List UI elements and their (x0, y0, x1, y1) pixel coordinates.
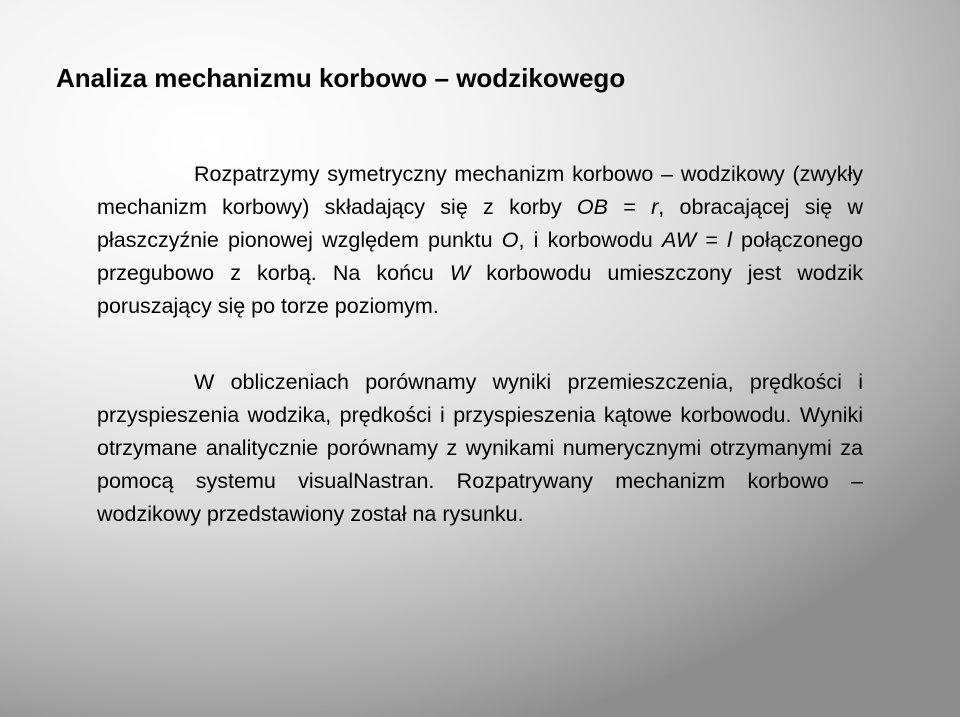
text-run: połączonego przegubowo z korbą. Na końcu (97, 228, 863, 285)
text-run: = (696, 228, 728, 252)
paragraph-1 (97, 158, 863, 323)
text-run: , obracającej się w płaszczyźnie pionowej względem punktu (97, 195, 863, 252)
text-run: korbowodu umieszczony jest wodzik poruszający się po torze poziomym. (97, 261, 864, 318)
math-symbol: OB (576, 195, 608, 219)
text-run: Rozpatrzymy symetryczny mechanizm korbowo – wodzikowy (zwykły mechanizm korbowy) składający się z korby (97, 162, 863, 219)
math-symbol: l (727, 228, 732, 252)
math-symbol: O (501, 228, 519, 252)
text-run: W obliczeniach porównamy wyniki przemieszczenia, prędkości i przyspieszenia wodzika, prędkości i przyspieszenia kątowe korbowodu. Wyniki otrzymane analitycznie porównamy z wynikami numerycznymi otrzymanymi za pomocą systemu visualNastran. Rozpatrywany mechanizm korbowo – wodzikowy przedstawiony został na rysunku. (97, 370, 863, 526)
math-symbol: AW (661, 228, 697, 252)
slide-title: Analiza mechanizmu korbowo – wodzikowego (56, 63, 626, 93)
math-symbol: W (449, 261, 471, 285)
math-symbol: r (651, 195, 659, 219)
paragraph-2 (97, 366, 863, 531)
text-run: = (607, 195, 652, 219)
text-run: , i korbowodu (518, 228, 662, 252)
